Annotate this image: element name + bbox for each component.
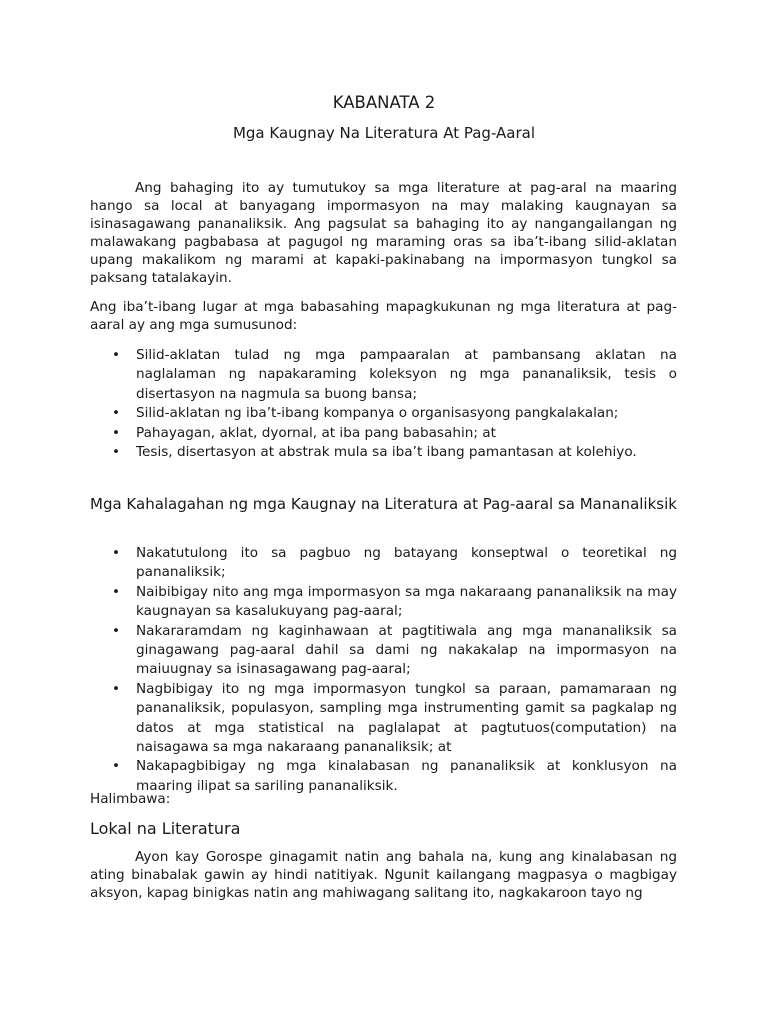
list-item: • Nagbibigay ito ng mga impormasyon tungkol sa paraan, pamamaraan ng pananaliksik, populasyon, sampling mga instrumenting gamit sa pagkalap ng datos at mga statistical na paglalapat at pagtutuos(computation) na naisagawa sa mga nakaraang pananaliksik; at [112,680,677,758]
local-literature-paragraph: Ayon kay Gorospe ginagamit natin ang bahala na, kung ang kinalabasan ng ating binabalak gawin ay hindi natitiyak. Ngunit kailangang magpasya o magbigay aksyon, kapag binigkas natin ang mahiwagang salitang ito, nagkakaroon tayo ng [90,849,677,901]
list-item: • Silid-aklatan ng iba’t-ibang kompanya o organisasyong pangkalakalan; [112,404,677,423]
chapter-title: KABANATA 2 [332,93,436,112]
list-item: • Pahayagan, aklat, dyornal, at iba pang babasahin; at [112,424,677,443]
example-label: Halimbawa: [90,791,171,807]
list-item: • Nakatutulong ito sa pagbuo ng batayang konseptwal o teoretikal ng pananaliksik; [112,544,677,583]
list-item: • Nakapagbibigay ng mga kinalabasan ng pananaliksik at konklusyon na maaring ilipat sa sariling pananaliksik. [112,757,677,796]
sources-list [112,346,677,462]
list-item: • Nakararamdam ng kaginhawaan at pagtitiwala ang mga mananaliksik sa ginagawang pag-aaral dahil sa dami ng nakakalap na impormasyon na maiuugnay sa isinasagawang pag-aaral; [112,622,677,680]
importance-heading: Mga Kahalagahan ng mga Kaugnay na Literatura at Pag-aaral sa Mananaliksik [90,495,677,513]
list-item: • Naibibigay nito ang mga impormasyon sa mga nakaraang pananaliksik na may kaugnayan sa kasalukuyang pag-aaral; [112,583,677,622]
intro-paragraph: Ang bahaging ito ay tumutukoy sa mga literature at pag-aral na maaring hango sa local at banyagang impormasyon na may malaking kaugnayan sa isinasagawang pananaliksik. Ang pagsulat sa bahaging ito ay nangangailangan ng malawakang pagbabasa at pagugol ng maraming oras sa iba’t-ibang silid-aklatan upang makalikom ng marami at kapaki-pakinabang na impormasyon tungkol sa paksang tatalakayin. [90,180,677,286]
chapter-subtitle: Mga Kaugnay Na Literatura At Pag-Aaral [232,124,536,142]
importance-list [112,544,677,796]
sources-intro-paragraph: Ang iba’t-ibang lugar at mga babasahing mapagkukunan ng mga literatura at pag-aaral ay ang mga sumusunod: [90,299,677,333]
list-item: • Silid-aklatan tulad ng mga pampaaralan at pambansang aklatan na naglalaman ng napakaraming koleksyon ng mga pananaliksik, tesis o disertasyon na nagmula sa buong bansa; [112,346,677,404]
local-literature-heading: Lokal na Literatura [90,819,241,838]
list-item: • Tesis, disertasyon at abstrak mula sa iba’t ibang pamantasan at kolehiyo. [112,443,677,462]
